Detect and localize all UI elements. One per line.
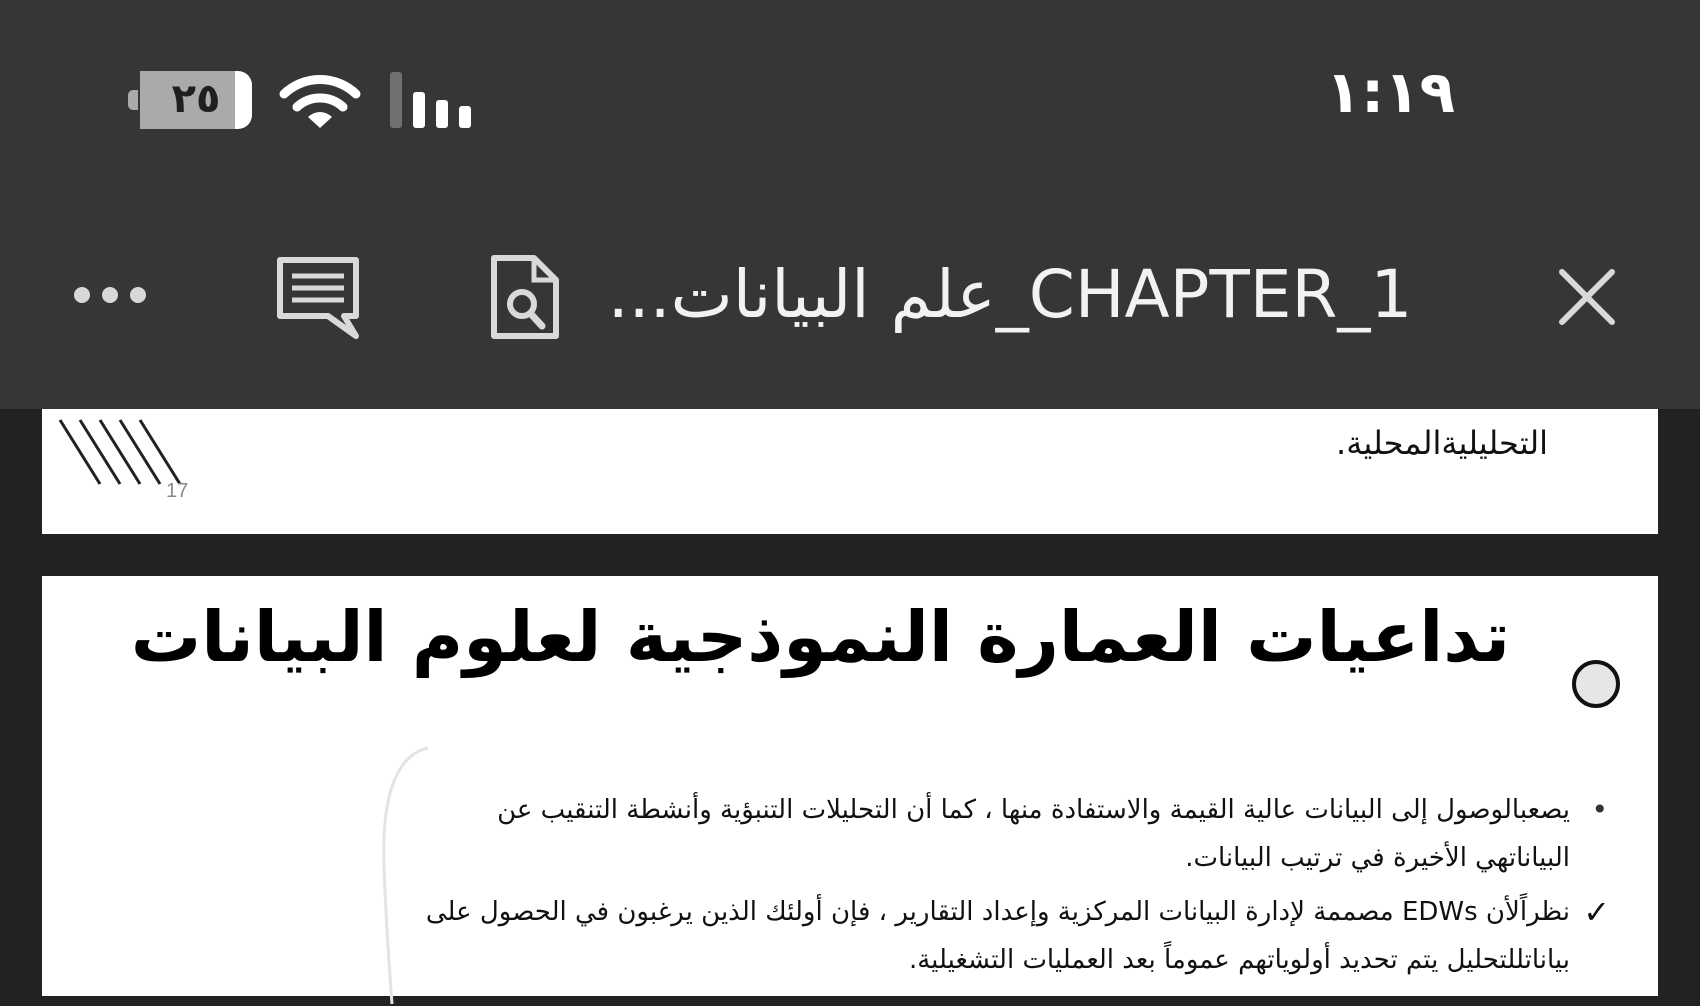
top-bar — [0, 0, 1700, 409]
circle-bullet-icon — [1572, 660, 1620, 708]
hatch-decoration-icon — [60, 418, 210, 488]
signal-icon — [390, 72, 478, 128]
page-text: التحليليةالمحلية. — [1336, 424, 1548, 462]
status-time: ١:١٩ — [1325, 58, 1455, 126]
more-icon[interactable] — [74, 265, 146, 325]
document-toolbar — [0, 240, 1700, 350]
battery-level: ٢٥ — [171, 76, 221, 122]
slide-body — [370, 786, 1610, 990]
bullet-line: بياناتللتحليل يتم تحديد أولوياتهم عموماً بعد العمليات التشغيلية. — [908, 945, 1570, 975]
battery-icon — [126, 70, 256, 130]
bullet-line: يصعبالوصول إلى البيانات عالية القيمة والاستفادة منها ، كما أن التحليلات التنبؤية وأنشطة التنقيب عن — [497, 795, 1570, 825]
close-icon[interactable] — [1558, 268, 1616, 326]
comment-icon[interactable] — [276, 256, 360, 340]
search-document-icon[interactable] — [488, 254, 560, 340]
list-item — [370, 786, 1608, 882]
bullet-marker: • — [1591, 793, 1608, 826]
slide-title: تداعيات العمارة النموذجية لعلوم البيانات — [130, 596, 1510, 678]
page-number: 17 — [166, 480, 189, 502]
document-page-current — [42, 576, 1658, 996]
bullet-line: البياناتهي الأخيرة في ترتيب البيانات. — [1185, 843, 1570, 873]
wifi-icon — [280, 72, 360, 130]
bullet-line: نظراًلأن EDWs مصممة لإدارة البيانات المركزية وإعداد التقارير ، فإن أولئك الذين يرغبون في الحصول على — [425, 897, 1570, 927]
list-item — [370, 888, 1610, 984]
document-title: ...علم البيانات_CHAPTER_1 — [607, 256, 1413, 333]
check-marker: ✓ — [1583, 893, 1610, 931]
